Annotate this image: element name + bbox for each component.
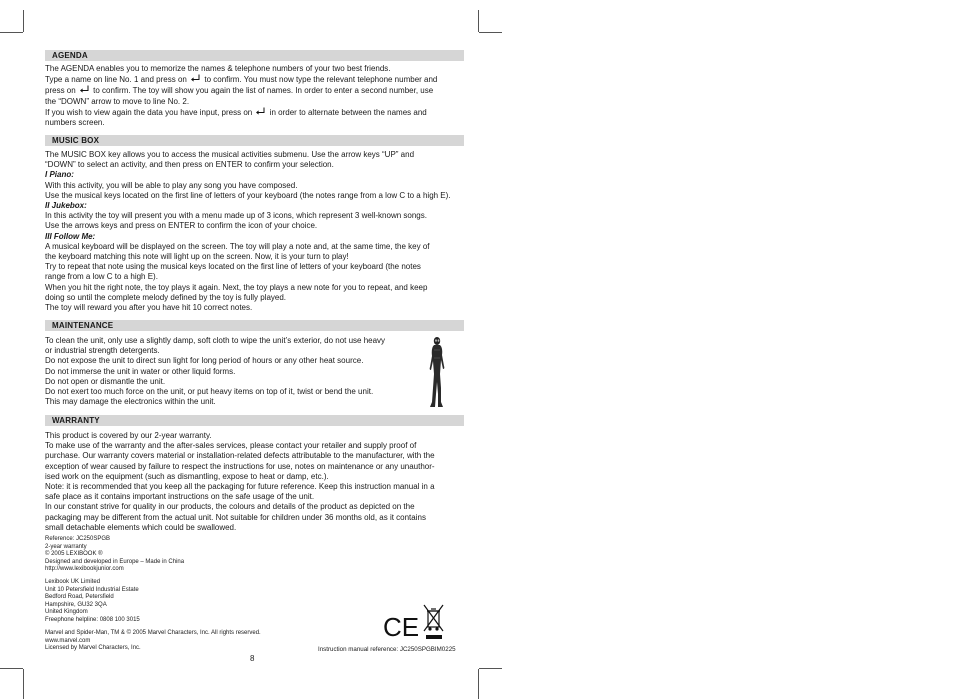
footer-line: Designed and developed in Europe – Made in China <box>45 558 185 565</box>
paragraph-line: exception of wear caused by failure to respect the instructions for use, notes on maintenance or any unauthor- <box>45 461 435 471</box>
footer-line: Reference: JC250SPGB <box>45 536 111 542</box>
subheading-jukebox: II Jukebox: <box>45 201 87 211</box>
section-title: AGENDA <box>52 51 88 60</box>
paragraph-line: purchase. Our warranty covers material or installation-related defects attributable to the manufacturer, with the <box>45 451 435 461</box>
paragraph-line: range from a low C to a high E). <box>45 272 158 282</box>
paragraph-line: or industrial strength detergents. <box>45 346 160 356</box>
paragraph-line: Do not expose the unit to direct sun light for long period of hours or any other heat source. <box>45 356 364 366</box>
agenda-text <box>45 64 465 128</box>
paragraph-line: safe place as it contains important instructions on the safe usage of the unit. <box>45 492 315 502</box>
paragraph-line: Use the musical keys located on the first line of letters of your keyboard (the notes range from a low C to a high E). <box>45 190 451 200</box>
music-box-text <box>45 150 465 313</box>
crop-mark <box>0 668 23 669</box>
section-header-warranty <box>45 415 464 426</box>
section-title: WARRANTY <box>52 416 100 425</box>
crop-mark <box>479 668 502 669</box>
warranty-text <box>45 431 465 533</box>
text-part: in order to alternate between the names and <box>269 107 427 117</box>
footer-line: Lexibook UK Limited <box>45 579 101 585</box>
footer-line: www.marvel.com <box>45 637 91 644</box>
footer-line: Hampshire, GU32 3QA <box>45 601 107 608</box>
compliance-marks <box>383 603 447 641</box>
paragraph-line: With this activity, you will be able to play any song you have composed. <box>45 180 298 190</box>
crossed-out-wheelie-bin-icon <box>424 605 443 639</box>
section-header-music-box <box>45 135 464 146</box>
paragraph-line: To make use of the warranty and the after-sales services, please contact your retailer and supply proof of <box>45 441 417 451</box>
crop-mark <box>478 10 479 32</box>
paragraph-line: small detachable elements which could be swallowed. <box>45 522 237 532</box>
crop-mark <box>23 10 24 32</box>
paragraph-line: doing so until the complete melody defined by the toy is fully played. <box>45 292 287 302</box>
reference-block <box>45 536 184 574</box>
paragraph-line: Note: it is recommended that you keep all the packaging for future reference. Keep this instruction manual in a <box>45 482 435 492</box>
footer-line: Unit 10 Petersfield Industrial Estate <box>45 586 139 593</box>
paragraph-line: A musical keyboard will be displayed on the screen. The toy will play a note and, at the same time, the key of <box>45 241 430 251</box>
paragraph-line: Do not immerse the unit in water or other liquid forms. <box>45 366 236 376</box>
paragraph-line <box>45 107 465 118</box>
crop-mark <box>479 32 502 33</box>
section-title: MAINTENANCE <box>52 321 114 330</box>
subheading-piano: I Piano: <box>45 170 74 180</box>
section-title: MUSIC BOX <box>52 136 100 145</box>
paragraph-line: The MUSIC BOX key allows you to access the musical activities submenu. Use the arrow keys “UP” and <box>45 150 415 159</box>
subheading-follow-me: III Follow Me: <box>45 231 96 241</box>
crop-mark <box>478 669 479 699</box>
manual-reference: Instruction manual reference: JC250SPGBIM0225 <box>318 646 456 653</box>
enter-key-icon <box>190 74 201 83</box>
paragraph-line: Do not open or dismantle the unit. <box>45 376 166 386</box>
paragraph-line: the keyboard matching this note will light up on the screen. Now, it is your turn to play! <box>45 252 349 262</box>
text-part: to confirm. The toy will show you again the list of names. In order to enter a second number, use <box>93 86 434 96</box>
paragraph-line: To clean the unit, only use a slightly damp, soft cloth to wipe the unit’s exterior, do not use heavy <box>45 336 386 345</box>
paragraph-line <box>45 85 465 96</box>
text-part: Type a name on line No. 1 and press on <box>45 75 187 85</box>
paragraph-line: The AGENDA enables you to memorize the names & telephone numbers of your two best friends. <box>45 64 391 73</box>
paragraph-line: In our constant strive for quality in our products, the colours and details of the product as depicted on the <box>45 502 415 512</box>
paragraph-line: “DOWN” to select an activity, and then press on ENTER to confirm your selection. <box>45 160 334 170</box>
section-header-maintenance <box>45 320 464 331</box>
legal-block <box>45 630 261 653</box>
ce-mark: CE <box>383 612 420 641</box>
paragraph-line: This product is covered by our 2-year warranty. <box>45 431 212 440</box>
paragraph-line: Try to repeat that note using the musical keys located on the first line of letters of your keyboard (the notes <box>45 262 421 272</box>
footer-line: Marvel and Spider-Man, TM & © 2005 Marvel Characters, Inc. All rights reserved. <box>45 630 261 636</box>
footer-line: United Kingdom <box>45 609 88 616</box>
footer-line: Freephone helpline: 0808 100 3015 <box>45 616 140 623</box>
crop-mark <box>23 669 24 699</box>
paragraph-line <box>45 74 465 85</box>
footer-line: Bedford Road, Petersfield <box>45 594 114 601</box>
text-part: to confirm. You must now type the relevant telephone number and <box>204 75 438 85</box>
paragraph-line: In this activity the toy will present you with a menu made up of 3 icons, which represent 3 well-known songs. <box>45 211 427 221</box>
text-part: If you wish to view again the data you have input, press on <box>45 107 253 117</box>
paragraph-line: packaging may be different from the actual unit. Not suitable for children under 36 months old, as it contains <box>45 512 426 522</box>
paragraph-line: Use the arrows keys and press on ENTER to confirm the icon of your choice. <box>45 221 318 231</box>
paragraph-line: numbers screen. <box>45 118 105 128</box>
paragraph-line: Do not exert too much force on the unit, or put heavy items on top of it, twist or bend the unit. <box>45 387 374 397</box>
paragraph-line: This may damage the electronics within the unit. <box>45 397 216 407</box>
ce-mark-icon <box>383 612 419 641</box>
paragraph-line: the “DOWN” arrow to move to line No. 2. <box>45 96 190 106</box>
paragraph-line: The toy will reward you after you have hit 10 correct notes. <box>45 303 253 313</box>
maintenance-text <box>45 336 465 407</box>
spider-man-figure <box>424 336 448 410</box>
page-number: 8 <box>250 654 255 663</box>
footer-line: 2-year warranty <box>45 543 87 550</box>
footer-line: © 2005 LEXIBOOK ® <box>45 551 103 558</box>
paragraph-line: When you hit the right note, the toy plays it again. Next, the toy plays a new note for you to repeat, and keep <box>45 282 428 292</box>
crop-mark <box>0 32 23 33</box>
text-part: press on <box>45 86 76 96</box>
enter-key-icon <box>79 85 90 94</box>
section-header-agenda <box>45 50 464 61</box>
paragraph-line: ised work on the equipment (such as dismantling, expose to heat or damp, etc.). <box>45 471 329 481</box>
enter-key-icon <box>255 107 266 116</box>
address-block <box>45 579 140 625</box>
footer-line: Licensed by Marvel Characters, Inc. <box>45 645 141 652</box>
footer-line: http://www.lexibookjunior.com <box>45 566 124 573</box>
